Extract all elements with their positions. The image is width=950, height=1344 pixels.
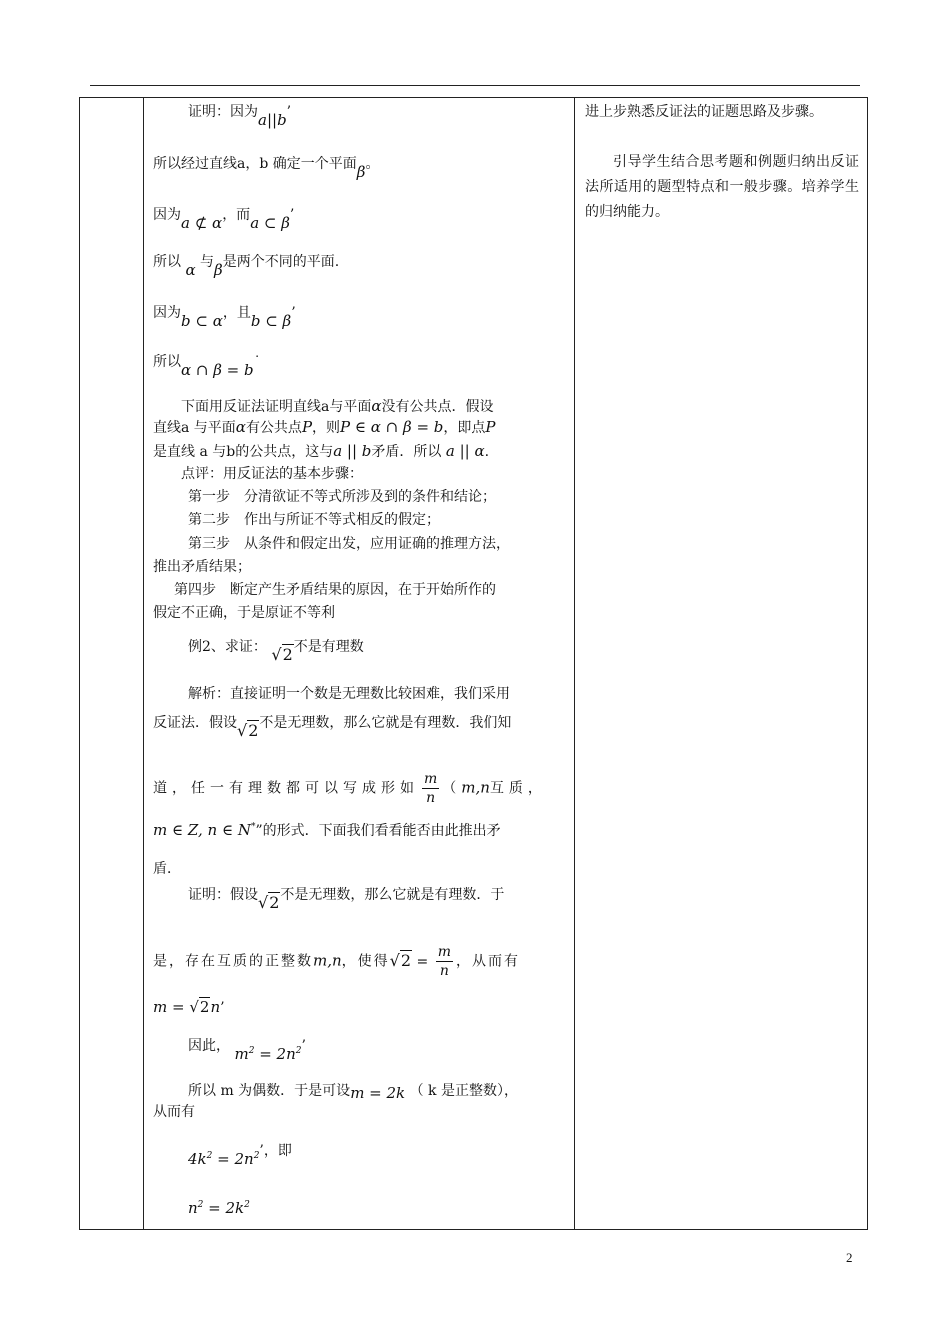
proof1-line6: 所以α ∩ β = b˙: [153, 354, 261, 379]
proof2-line2: 是，存在互质的正整数m,n，使得√2 = $\frac{m}{n}$ ，从而有: [153, 944, 520, 979]
step-3: 第三步 从条件和假定出发，应用证确的推理方法，: [188, 536, 510, 552]
analysis-line3: 道，任一有理数都可以写成形如 $\frac{m}{n}$ （m,n互质，: [153, 771, 547, 806]
proof1-line1: 证明：因为a||b’: [188, 104, 292, 129]
proof1-line5: 因为b ⊂ α，且b ⊂ β’: [153, 305, 296, 330]
analysis-line2: 反证法．假设√2不是无理数，那么它就是有理数．我们知: [153, 715, 512, 740]
proof1-line4: 所以 α 与β是两个不同的平面.: [153, 254, 340, 279]
step-4: 第四步 断定产生矛盾结果的原因，在于开始所作的: [174, 582, 496, 598]
step-4-cont: 假定不正确，于是原证不等利: [153, 605, 335, 621]
contra-line1: 下面用反证法证明直线a与平面α没有公共点．假设: [181, 397, 494, 415]
header-rule: [90, 85, 860, 86]
proof2-line6: 从而有: [153, 1104, 195, 1120]
page-number: 2: [846, 1250, 853, 1265]
proof1-line3: 因为a ⊄ α，而a ⊂ β’: [153, 207, 295, 232]
steps-title: 点评：用反证法的基本步骤：: [181, 466, 363, 482]
analysis-line5: 盾．: [153, 861, 181, 877]
notes-paragraph-2: 引导学生结合思考题和例题归纳出反证法所适用的题型特点和一般步骤。培养学生的归纳能力。: [585, 154, 859, 220]
contra-line2: 直线a 与平面α有公共点P，则P ∈ α ∩ β = b，即点P: [153, 418, 496, 436]
step-2: 第二步 作出与所证不等式相反的假定；: [188, 512, 440, 528]
example2-statement: 例2、求证： √2不是有理数: [188, 639, 364, 664]
analysis-line4: m ∈ Z, n ∈ N*”的形式．下面我们看看能否由此推出矛: [153, 821, 501, 839]
proof2-line1: 证明：假设√2不是无理数，那么它就是有理数．于: [188, 887, 505, 912]
table-column-notes: [575, 98, 867, 1229]
proof2-line3: m = √2n’: [153, 998, 225, 1016]
proof1-line2: 所以经过直线a，b 确定一个平面β。: [153, 156, 380, 181]
lesson-table: [79, 97, 868, 1230]
step-3-cont: 推出矛盾结果；: [153, 559, 251, 575]
table-column-content: [144, 98, 575, 1229]
proof2-line8: $n^2 = 2k^2$: [188, 1199, 250, 1217]
proof2-line5: 所以 m 为偶数．于是可设m = 2k （ k 是正整数），: [188, 1083, 518, 1102]
proof2-line4: 因此， $m^2 = 2n^2$’: [188, 1038, 306, 1063]
notes-paragraph-1: 进上步熟悉反证法的证题思路及步骤。: [585, 104, 823, 120]
proof2-line7: $4k^2 = 2n^2$’，即: [188, 1143, 292, 1168]
contra-line3: 是直线 a 与b的公共点，这与a || b矛盾．所以 a || α.: [153, 442, 490, 460]
table-column-section: [80, 98, 144, 1229]
step-1: 第一步 分清欲证不等式所涉及到的条件和结论；: [188, 489, 496, 505]
analysis-line1: 解析：直接证明一个数是无理数比较困难，我们采用: [188, 686, 510, 702]
